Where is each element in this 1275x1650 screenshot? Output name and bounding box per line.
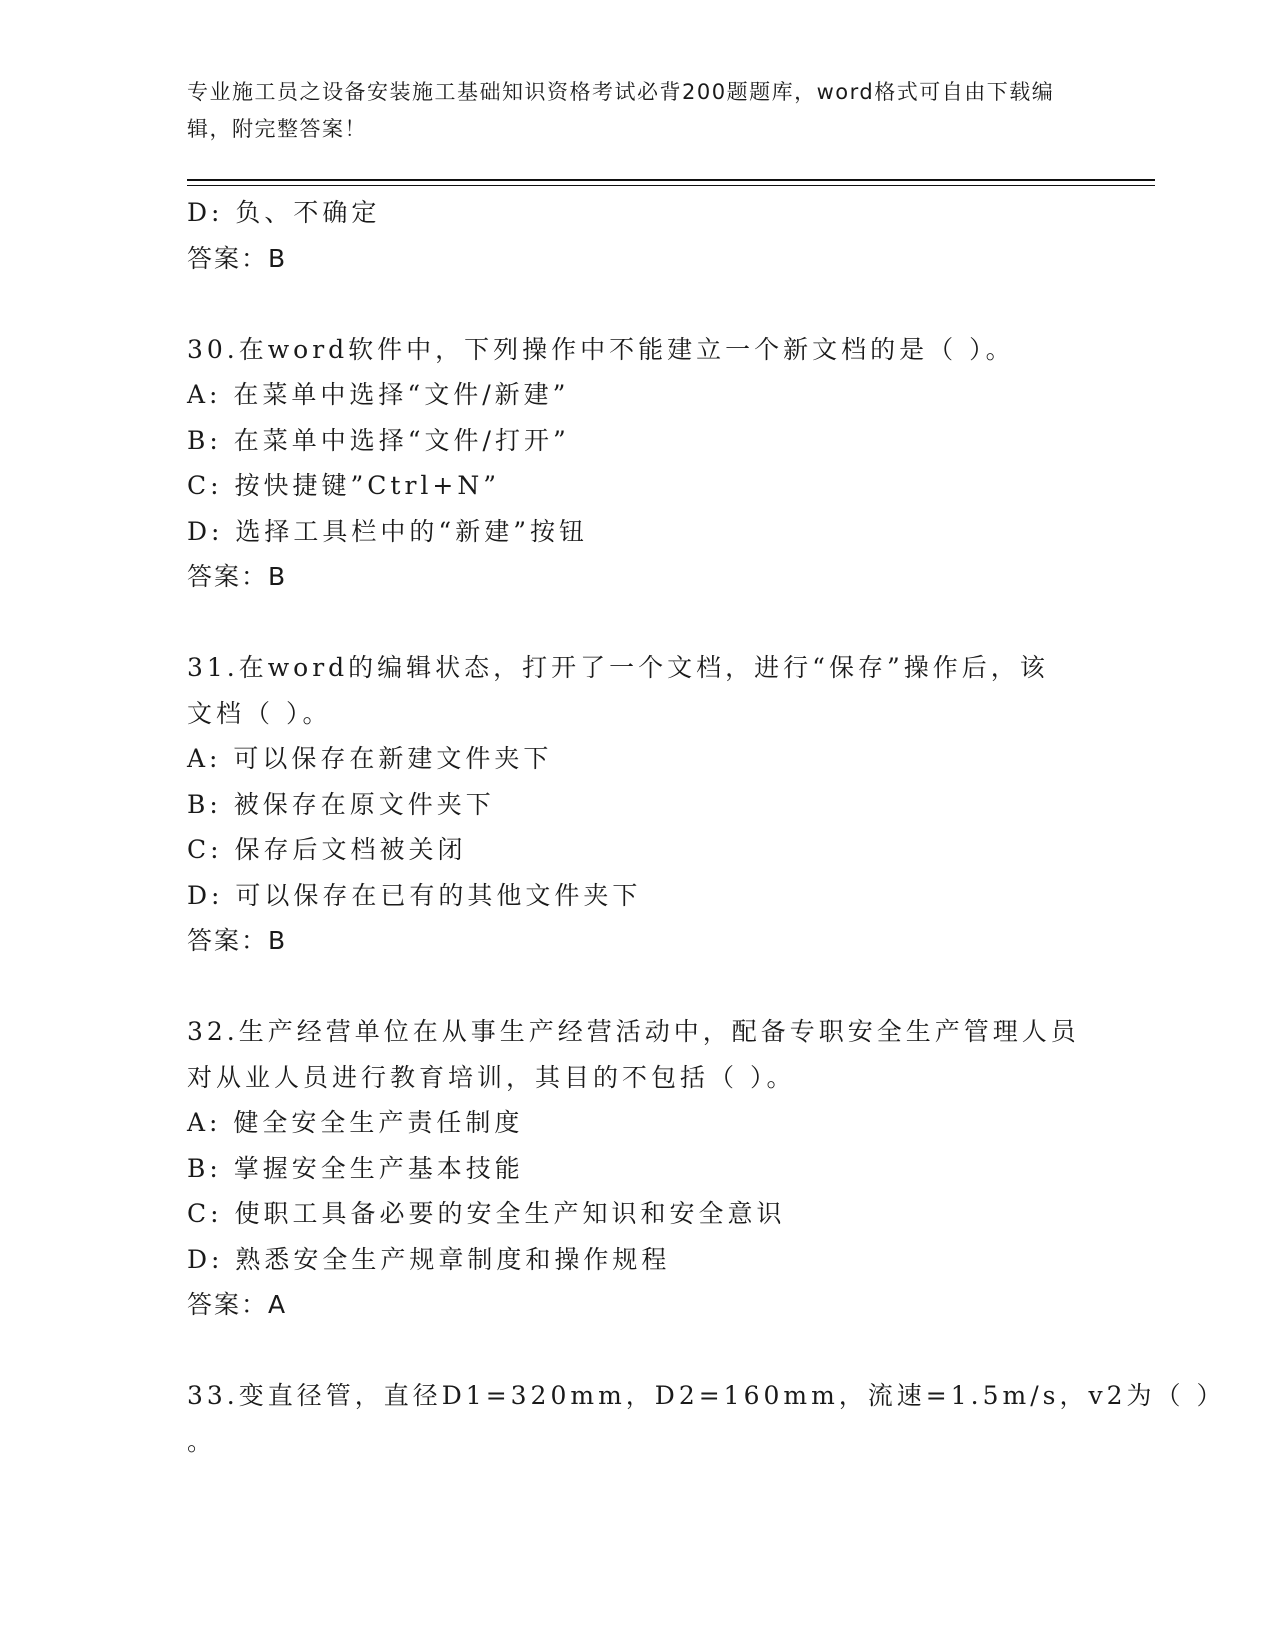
header-title: 专业施工员之设备安装施工基础知识资格考试必背200题题库，word格式可自由下载编辑，附完整答案！ [187, 80, 1055, 141]
option-b: B: 在菜单中选择“文件/打开” [187, 425, 570, 455]
option-a: A: 健全安全生产责任制度 [187, 1108, 524, 1137]
question-33 [187, 1373, 1226, 1464]
document-body [187, 190, 1226, 1464]
answer: 答案：B [187, 926, 288, 955]
option-d: D: 熟悉安全生产规章制度和操作规程 [187, 1244, 671, 1274]
option-a: A: 在菜单中选择“文件/新建” [187, 380, 570, 409]
option-a: A: 可以保存在新建文件夹下 [187, 744, 553, 773]
answer: 答案：B [187, 562, 288, 591]
answer: 答案：A [187, 1290, 288, 1319]
option-c: C: 使职工具备必要的安全生产知识和安全意识 [187, 1199, 786, 1228]
option-d: D: 可以保存在已有的其他文件夹下 [187, 880, 642, 910]
question-stem-line-1: 31.在word的编辑状态，打开了一个文档，进行“保存”操作后，该 [187, 653, 1049, 682]
spacer [187, 600, 1087, 646]
prev-answer: 答案：B [187, 243, 288, 273]
question-stem-line-1: 33.变直径管，直径D1=320mm，D2=160mm，流速=1.5m/s，v2为（ ） [187, 1381, 1226, 1410]
page-header [187, 74, 1067, 148]
header-divider-thin [187, 185, 1155, 186]
question-stem-line-2: 对从业人员进行教育培训，其目的不包括（ ）。 [187, 1062, 796, 1092]
option-c: C: 保存后文档被关闭 [187, 835, 467, 864]
option-b: B: 被保存在原文件夹下 [187, 789, 495, 819]
spacer [187, 281, 1087, 327]
question-stem-line-1: 32.生产经营单位在从事生产经营活动中，配备专职安全生产管理人员 [187, 1017, 1080, 1046]
prev-option-d: D: 负、不确定 [187, 198, 381, 227]
spacer [187, 964, 1087, 1010]
header-divider-thick [187, 179, 1155, 181]
option-c: C: 按快捷键”Ctrl+N” [187, 471, 501, 500]
option-b: B: 掌握安全生产基本技能 [187, 1153, 524, 1183]
question-32 [187, 1009, 1087, 1328]
spacer [187, 1328, 1087, 1374]
question-30 [187, 327, 1087, 600]
question-stem: 30.在word软件中，下列操作中不能建立一个新文档的是（ ）。 [187, 334, 1015, 364]
question-stem-line-2: 文档（ ）。 [187, 698, 332, 728]
option-d: D: 选择工具栏中的“新建”按钮 [187, 516, 588, 546]
question-stem-line-2: 。 [187, 1426, 217, 1456]
question-31 [187, 645, 1087, 964]
